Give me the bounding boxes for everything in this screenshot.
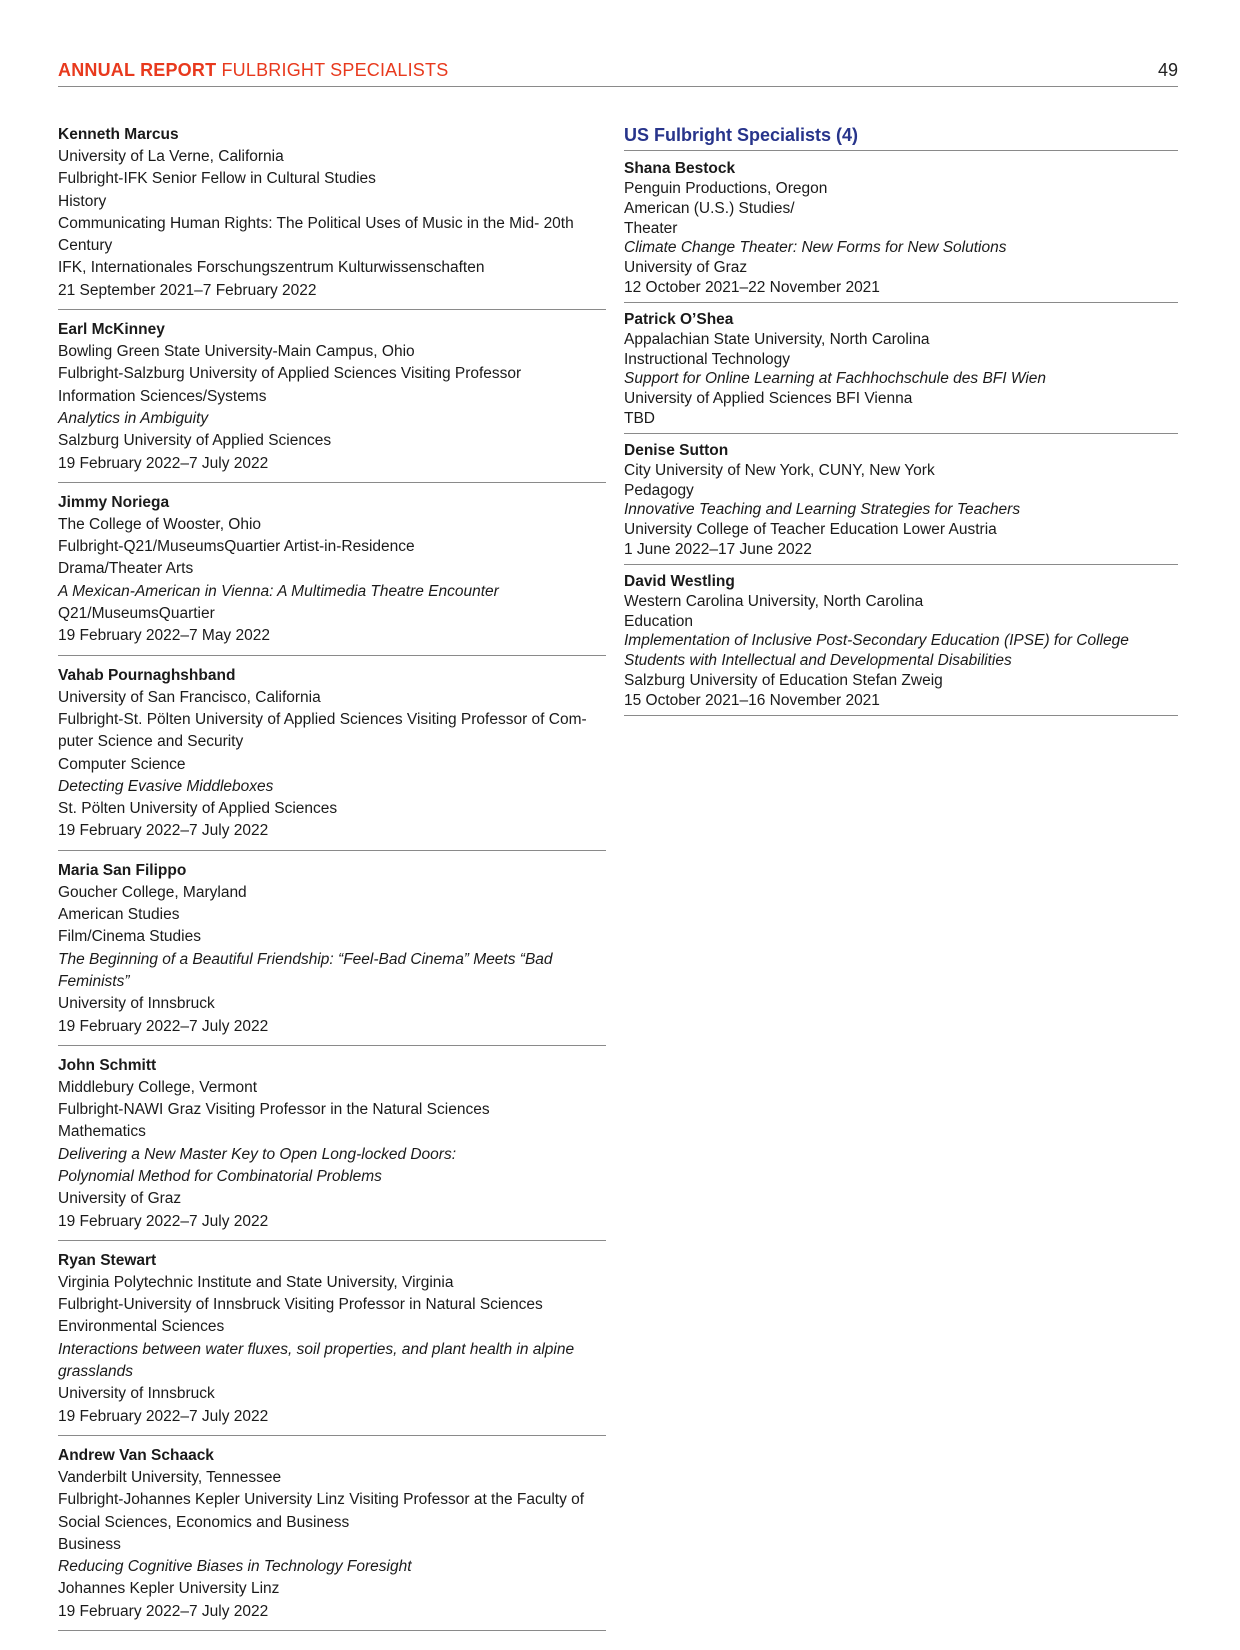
- entry-detail: Fulbright-St. Pölten University of Applied Sciences Visiting Professor of Com-: [58, 710, 587, 728]
- entry-detail: Business: [58, 1535, 121, 1553]
- entry-detail: Vanderbilt University, Tennessee: [58, 1468, 282, 1486]
- person-name: John Schmitt: [58, 1056, 157, 1074]
- project-title: Interactions between water fluxes, soil properties, and plant health in alpine: [58, 1340, 575, 1358]
- project-title: grasslands: [58, 1363, 133, 1381]
- person-entry: [624, 310, 1178, 434]
- entry-detail: Salzburg University of Applied Sciences: [58, 432, 332, 450]
- entry-detail: 19 February 2022–7 July 2022: [58, 454, 269, 472]
- project-title: Feminists”: [58, 972, 130, 990]
- entry-detail: puter Science and Security: [58, 733, 244, 751]
- project-title: Polynomial Method for Combinatorial Problems: [58, 1167, 382, 1185]
- entry-detail: University of La Verne, California: [58, 148, 284, 165]
- entry-detail: University of Applied Sciences BFI Vienna: [624, 390, 913, 408]
- report-title-bold: ANNUAL REPORT: [58, 60, 217, 80]
- project-title: Innovative Teaching and Learning Strategies for Teachers: [624, 501, 1021, 519]
- report-title-section: FULBRIGHT SPECIALISTS: [216, 60, 449, 80]
- entry-detail: Mathematics: [58, 1123, 146, 1141]
- person-entry: [624, 441, 1178, 565]
- right-column: [624, 124, 1178, 723]
- entry-detail: American (U.S.) Studies/: [624, 199, 795, 217]
- entry-detail: History: [58, 192, 107, 210]
- project-title: Support for Online Learning at Fachhochschule des BFI Wien: [624, 370, 1047, 388]
- entry-detail: Fulbright-NAWI Graz Visiting Professor in the Natural Sciences: [58, 1101, 490, 1119]
- project-title: Analytics in Ambiguity: [58, 409, 209, 427]
- project-title: A Mexican-American in Vienna: A Multimedia Theatre Encounter: [58, 582, 499, 600]
- header-divider: [58, 86, 1178, 87]
- entry-detail: Middlebury College, Vermont: [58, 1078, 258, 1096]
- entry-detail: Environmental Sciences: [58, 1318, 225, 1336]
- person-name: Andrew Van Schaack: [58, 1446, 214, 1464]
- entry-detail: The College of Wooster, Ohio: [58, 515, 262, 533]
- entry-detail: Pedagogy: [624, 481, 694, 499]
- person-name: Denise Sutton: [624, 441, 729, 459]
- person-entry: [58, 492, 606, 656]
- entry-detail: Drama/Theater Arts: [58, 560, 194, 578]
- entry-detail: University of San Francisco, California: [58, 688, 321, 706]
- entry-detail: Appalachian State University, North Carolina: [624, 330, 930, 348]
- entry-detail: University of Graz: [624, 259, 748, 277]
- entry-detail: 19 February 2022–7 July 2022: [58, 1602, 269, 1620]
- entry-detail: 1 June 2022–17 June 2022: [624, 540, 812, 558]
- entry-detail: University College of Teacher Education Lower Austria: [624, 521, 997, 539]
- entry-detail: Information Sciences/Systems: [58, 387, 267, 405]
- person-entry: [58, 124, 606, 310]
- specialist-list: [624, 159, 1178, 716]
- entry-detail: University of Graz: [58, 1190, 182, 1208]
- page-header: [58, 56, 1178, 86]
- entry-detail: Fulbright-IFK Senior Fellow in Cultural Studies: [58, 170, 376, 188]
- entry-detail: Communicating Human Rights: The Political Uses of Music in the Mid- 20th: [58, 214, 574, 232]
- entry-detail: 15 October 2021–16 November 2021: [624, 691, 880, 709]
- project-title: The Beginning of a Beautiful Friendship: “Feel-Bad Cinema” Meets “Bad: [58, 950, 553, 968]
- project-title: Detecting Evasive Middleboxes: [58, 777, 274, 795]
- entry-detail: City University of New York, CUNY, New York: [624, 461, 935, 479]
- entry-detail: Instructional Technology: [624, 350, 791, 368]
- person-entry: [58, 665, 606, 851]
- person-name: Earl McKinney: [58, 321, 165, 339]
- entry-detail: Johannes Kepler University Linz: [58, 1580, 280, 1598]
- project-title: Delivering a New Master Key to Open Long-locked Doors:: [58, 1145, 457, 1163]
- entry-detail: Fulbright-University of Innsbruck Visiting Professor in Natural Sciences: [58, 1296, 543, 1314]
- entry-detail: Salzburg University of Education Stefan Zweig: [624, 671, 943, 689]
- person-name: Maria San Filippo: [58, 861, 187, 879]
- entry-detail: Q21/MuseumsQuartier: [58, 605, 215, 623]
- person-name: David Westling: [624, 572, 735, 590]
- person-entry: [58, 1445, 606, 1631]
- entry-detail: 19 February 2022–7 July 2022: [58, 1407, 269, 1425]
- report-title: [58, 60, 448, 81]
- page-number: 49: [1157, 60, 1178, 80]
- entry-detail: Bowling Green State University-Main Campus, Ohio: [58, 343, 415, 361]
- entry-detail: Century: [58, 237, 113, 255]
- person-entry: [58, 860, 606, 1046]
- person-entry: [58, 1055, 606, 1241]
- entry-detail: Fulbright-Q21/MuseumsQuartier Artist-in-Residence: [58, 538, 415, 556]
- entry-detail: 19 February 2022–7 July 2022: [58, 822, 269, 840]
- person-entry: [624, 572, 1178, 716]
- entry-detail: Goucher College, Maryland: [58, 883, 247, 901]
- entry-detail: 21 September 2021–7 February 2022: [58, 281, 317, 299]
- entry-detail: Fulbright-Johannes Kepler University Linz Visiting Professor at the Faculty of: [58, 1491, 585, 1509]
- entry-detail: University of Innsbruck: [58, 995, 215, 1013]
- person-name: Shana Bestock: [624, 160, 736, 177]
- project-title: Implementation of Inclusive Post-Secondary Education (IPSE) for College: [624, 632, 1129, 650]
- left-column: [58, 124, 606, 1640]
- entry-detail: TBD: [624, 409, 655, 427]
- project-title: Climate Change Theater: New Forms for New Solutions: [624, 239, 1007, 257]
- entry-detail: IFK, Internationales Forschungszentrum Kulturwissenschaften: [58, 259, 485, 277]
- person-entry: [624, 159, 1178, 303]
- person-name: Kenneth Marcus: [58, 126, 179, 143]
- entry-detail: 12 October 2021–22 November 2021: [624, 278, 880, 296]
- entry-detail: Virginia Polytechnic Institute and State University, Virginia: [58, 1273, 454, 1291]
- entry-detail: Computer Science: [58, 755, 186, 773]
- entry-detail: Education: [624, 612, 693, 630]
- person-name: Ryan Stewart: [58, 1251, 157, 1269]
- project-title: Reducing Cognitive Biases in Technology Foresight: [58, 1558, 412, 1576]
- entry-detail: Theater: [624, 219, 678, 237]
- entry-detail: 19 February 2022–7 May 2022: [58, 627, 270, 645]
- entry-detail: Social Sciences, Economics and Business: [58, 1513, 350, 1531]
- person-entry: [58, 1250, 606, 1436]
- entry-detail: American Studies: [58, 906, 180, 924]
- entry-detail: 19 February 2022–7 July 2022: [58, 1017, 269, 1035]
- entry-detail: 19 February 2022–7 July 2022: [58, 1212, 269, 1230]
- project-title: Students with Intellectual and Developmental Disabilities: [624, 652, 1012, 670]
- entry-detail: Fulbright-Salzburg University of Applied Sciences Visiting Professor: [58, 365, 522, 383]
- person-name: Vahab Pournaghshband: [58, 666, 236, 684]
- entry-detail: Western Carolina University, North Carolina: [624, 592, 924, 610]
- person-entry: [58, 319, 606, 483]
- entry-detail: Penguin Productions, Oregon: [624, 180, 828, 197]
- section-title: US Fulbright Specialists (4): [624, 124, 1178, 151]
- entry-detail: St. Pölten University of Applied Sciences: [58, 800, 338, 818]
- entry-detail: Film/Cinema Studies: [58, 928, 201, 946]
- entry-detail: University of Innsbruck: [58, 1385, 215, 1403]
- person-name: Jimmy Noriega: [58, 493, 170, 511]
- person-name: Patrick O’Shea: [624, 310, 734, 328]
